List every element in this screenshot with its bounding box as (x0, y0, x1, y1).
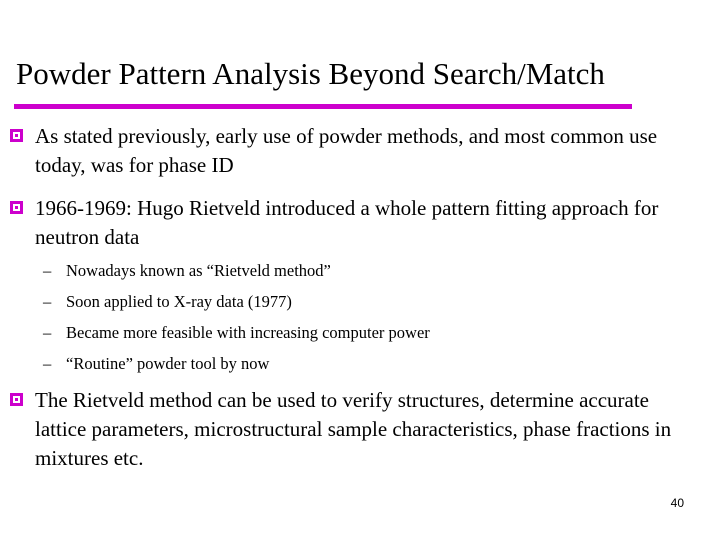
slide-title: Powder Pattern Analysis Beyond Search/Match (16, 56, 605, 91)
sub-bullet-item (43, 322, 430, 344)
sub-bullet-item (43, 260, 331, 282)
dash-marker: – (43, 261, 52, 280)
sub-bullet-item (43, 291, 292, 313)
sub-bullet-item (43, 353, 269, 375)
sub-bullet-text: “Routine” powder tool by now (66, 354, 270, 373)
page-number: 40 (670, 496, 684, 510)
sub-bullet-text: Soon applied to X-ray data (1977) (66, 292, 292, 311)
title-underline (14, 104, 632, 109)
dash-marker: – (43, 323, 52, 342)
sub-bullet-text: Nowadays known as “Rietveld method” (66, 261, 331, 280)
bullet-item: The Rietveld method can be used to verify structures, determine accurate lattice parameters, microstructural sample characteristics, phase fractions in mixtures etc. (35, 388, 672, 470)
bullet-item: 1966-1969: Hugo Rietveld introduced a whole pattern fitting approach for neutron data (35, 196, 659, 249)
bullet-item: As stated previously, early use of powder methods, and most common use today, was for phase ID (35, 124, 658, 177)
square-bullet-icon (10, 129, 23, 142)
sub-bullet-text: Became more feasible with increasing computer power (66, 323, 430, 342)
square-bullet-icon (10, 393, 23, 406)
dash-marker: – (43, 354, 52, 373)
square-bullet-icon (10, 201, 23, 214)
dash-marker: – (43, 292, 52, 311)
